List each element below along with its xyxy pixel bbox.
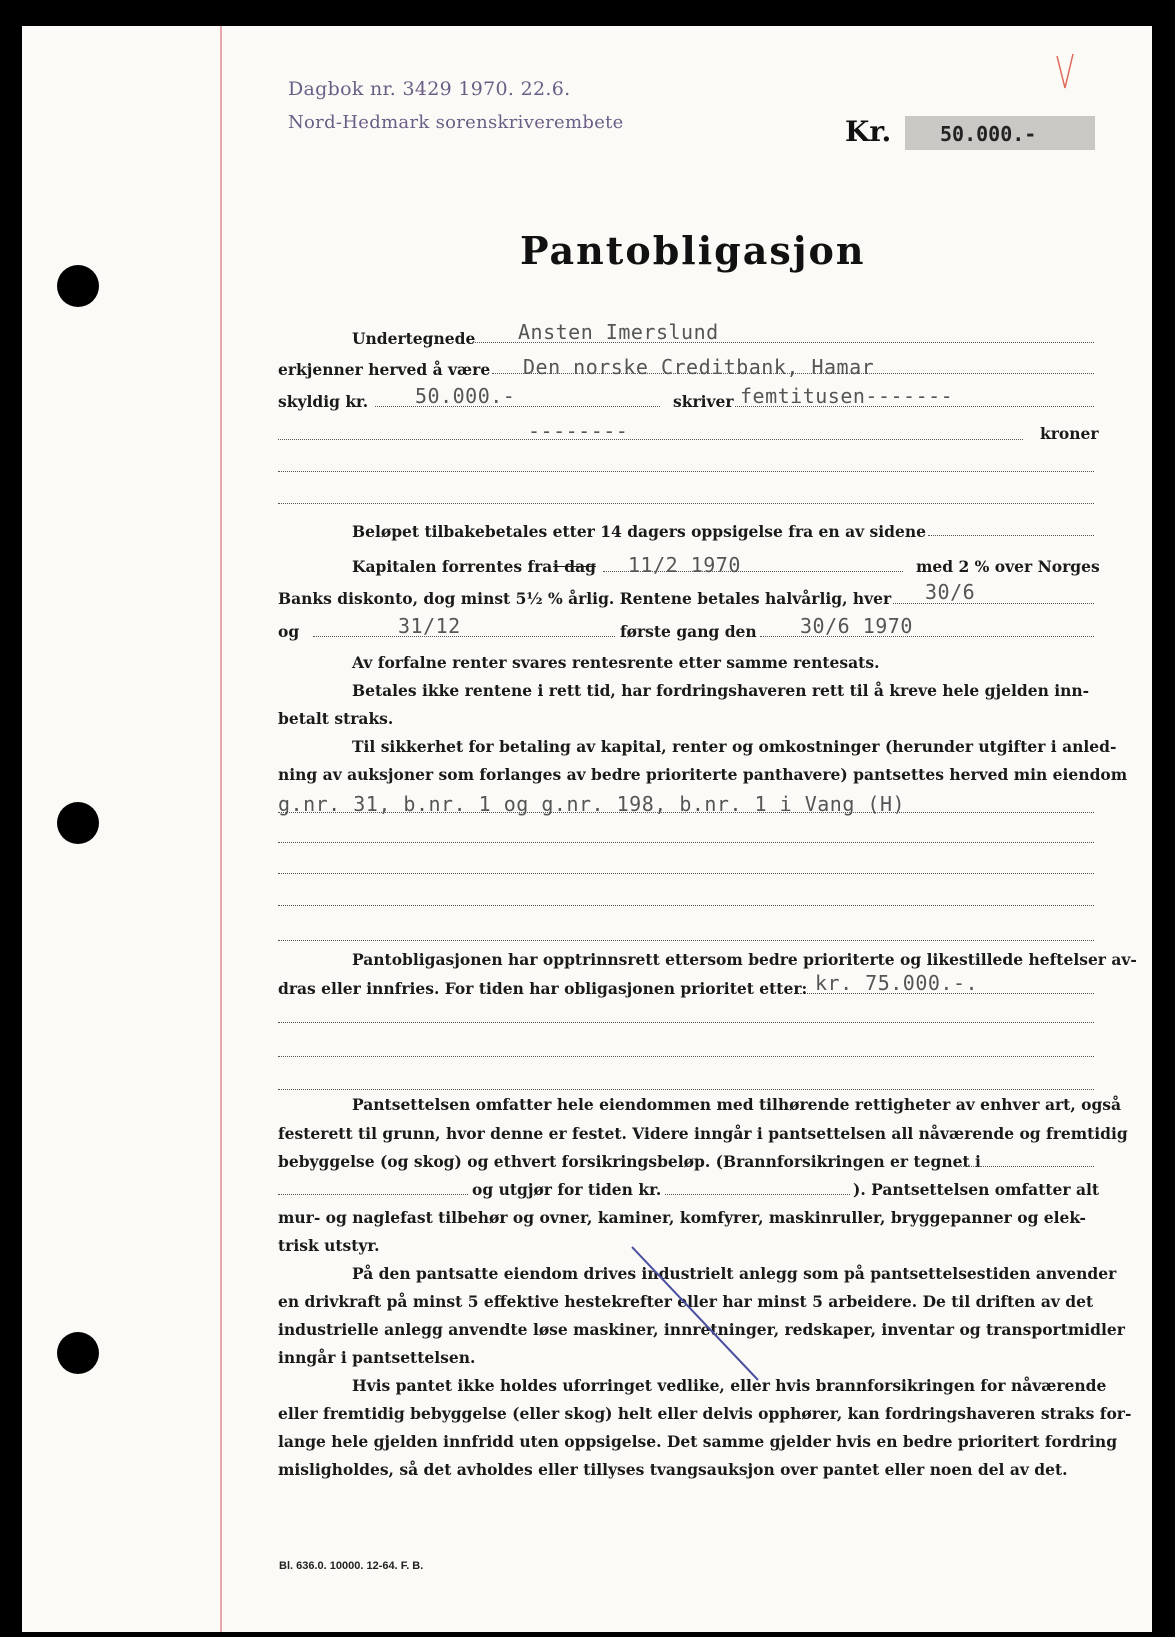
paragraph-text: bebyggelse (og skog) og ethvert forsikringsbeløp. (Brannforsikringen er tegnet i bbox=[278, 1152, 981, 1171]
fill-line bbox=[278, 1194, 468, 1195]
paragraph-text: Av forfalne renter svares rentesrente etter samme rentesats. bbox=[352, 653, 880, 672]
interest-rate-text: med 2 % over Norges bbox=[916, 557, 1100, 576]
fill-line bbox=[278, 873, 1094, 874]
office-stamp: Nord-Hedmark sorenskriverembete bbox=[288, 112, 624, 133]
first-time-label: første gang den bbox=[620, 622, 757, 641]
punch-hole bbox=[57, 1332, 99, 1374]
paragraph-text: betalt straks. bbox=[278, 709, 394, 728]
kroner-label: kroner bbox=[1040, 424, 1099, 443]
amount-label: Kr. bbox=[845, 115, 892, 148]
paragraph-text: ning av auksjoner som forlanges av bedre prioriterte panthavere) pantsettes herved min eiendom bbox=[278, 765, 1128, 784]
paragraph-text: trisk utstyr. bbox=[278, 1236, 380, 1255]
paragraph-text: dras eller innfries. For tiden har obligasjonen prioritet etter: bbox=[278, 979, 808, 998]
priority-value: kr. 75.000.-. bbox=[815, 971, 979, 995]
undertegnede-label: Undertegnede bbox=[352, 329, 476, 348]
skriver-continuation: -------- bbox=[528, 419, 629, 443]
strike-through-line bbox=[630, 1245, 770, 1385]
form-footer: Bl. 636.0. 10000. 12-64. F. B. bbox=[279, 1560, 424, 1572]
interest-date-2: 31/12 bbox=[398, 614, 461, 638]
paragraph-text: inngår i pantsettelsen. bbox=[278, 1348, 476, 1367]
undertegnede-value: Ansten Imerslund bbox=[518, 320, 719, 344]
discount-text: Banks diskonto, dog minst 5½ % årlig. Rentene betales halvårlig, hver bbox=[278, 589, 892, 608]
first-payment-date: 30/6 1970 bbox=[800, 614, 913, 638]
fill-line bbox=[665, 1194, 850, 1195]
paragraph-text: Hvis pantet ikke holdes uforringet vedlike, eller hvis brannforsikringen for nåværende bbox=[352, 1376, 1107, 1395]
amount-value: 50.000.- bbox=[940, 122, 1037, 146]
dagbok-stamp: Dagbok nr. 3429 1970. 22.6. bbox=[288, 78, 571, 100]
paragraph-text: mur- og naglefast tilbehør og ovner, kaminer, komfyrer, maskinruller, bryggepanner og elek- bbox=[278, 1208, 1086, 1227]
fill-line bbox=[278, 1089, 1094, 1090]
paragraph-text: eller fremtidig bebyggelse (eller skog) helt eller delvis opphører, kan fordringshaveren straks for- bbox=[278, 1404, 1132, 1423]
fill-line bbox=[278, 842, 1094, 843]
erkjenner-label: erkjenner herved å være bbox=[278, 360, 491, 379]
repayment-text: Beløpet tilbakebetales etter 14 dagers oppsigelse fra en av sidene bbox=[352, 522, 926, 541]
interest-date-1: 30/6 bbox=[925, 580, 976, 604]
paragraph-text: en drivkraft på minst 5 effektive hestekrefter eller har minst 5 arbeidere. De til driften av det bbox=[278, 1292, 1094, 1311]
paragraph-text: Betales ikke rentene i rett tid, har fordringshaveren rett til å kreve hele gjelden inn- bbox=[352, 681, 1090, 700]
paragraph-text: festerett til grunn, hvor denne er festet. Videre inngår i pantsettelsen all nåværende og fremtidig bbox=[278, 1124, 1128, 1143]
interest-text: Kapitalen forrentes fra bbox=[352, 557, 553, 576]
skriver-label: skriver bbox=[673, 392, 734, 411]
paragraph-text: industrielle anlegg anvendte løse maskiner, innretninger, redskaper, inventar og transportmidler bbox=[278, 1320, 1125, 1339]
check-mark-icon bbox=[1055, 52, 1075, 92]
fill-line bbox=[278, 940, 1094, 941]
margin-line bbox=[220, 26, 222, 1632]
skyldig-value: 50.000.- bbox=[415, 384, 516, 408]
struck-text: i dag bbox=[553, 557, 597, 576]
paragraph-text: og utgjør for tiden kr. bbox=[472, 1180, 662, 1199]
paragraph-text: Pantsettelsen omfatter hele eiendommen med tilhørende rettigheter av enhver art, også bbox=[352, 1095, 1122, 1114]
og-label: og bbox=[278, 622, 300, 641]
punch-hole bbox=[57, 802, 99, 844]
fill-line bbox=[313, 636, 615, 637]
punch-hole bbox=[57, 265, 99, 307]
fill-line bbox=[928, 535, 1094, 536]
paragraph-text: På den pantsatte eiendom drives industrielt anlegg som på pantsettelsestiden anvender bbox=[352, 1264, 1117, 1283]
interest-start-value: 11/2 1970 bbox=[628, 553, 741, 577]
page-title: Pantobligasjon bbox=[520, 228, 866, 273]
erkjenner-value: Den norske Creditbank, Hamar bbox=[523, 355, 875, 379]
paragraph-text: misligholdes, så det avholdes eller tillyses tvangsauksjon over pantet eller noen del av det. bbox=[278, 1460, 1068, 1479]
fill-line bbox=[278, 905, 1094, 906]
fill-line bbox=[955, 1166, 1094, 1167]
fill-line bbox=[278, 1056, 1094, 1057]
skriver-value: femtitusen------- bbox=[740, 384, 954, 408]
fill-line bbox=[278, 1022, 1094, 1023]
paragraph-text: ). Pantsettelsen omfatter alt bbox=[853, 1180, 1100, 1199]
skyldig-label: skyldig kr. bbox=[278, 392, 369, 411]
paragraph-text: lange hele gjelden innfridd uten oppsigelse. Det samme gjelder hvis en bedre prioritert fordring bbox=[278, 1432, 1118, 1451]
fill-line bbox=[278, 439, 1023, 440]
fill-line bbox=[278, 503, 1094, 504]
paragraph-text: Pantobligasjonen har opptrinnsrett ettersom bedre prioriterte og likestillede heftelser av- bbox=[352, 950, 1137, 969]
paragraph-text: Til sikkerhet for betaling av kapital, renter og omkostninger (herunder utgifter i anled- bbox=[352, 737, 1117, 756]
fill-line bbox=[893, 603, 1094, 604]
property-value: g.nr. 31, b.nr. 1 og g.nr. 198, b.nr. 1 i Vang (H) bbox=[278, 792, 906, 816]
fill-line bbox=[278, 471, 1094, 472]
